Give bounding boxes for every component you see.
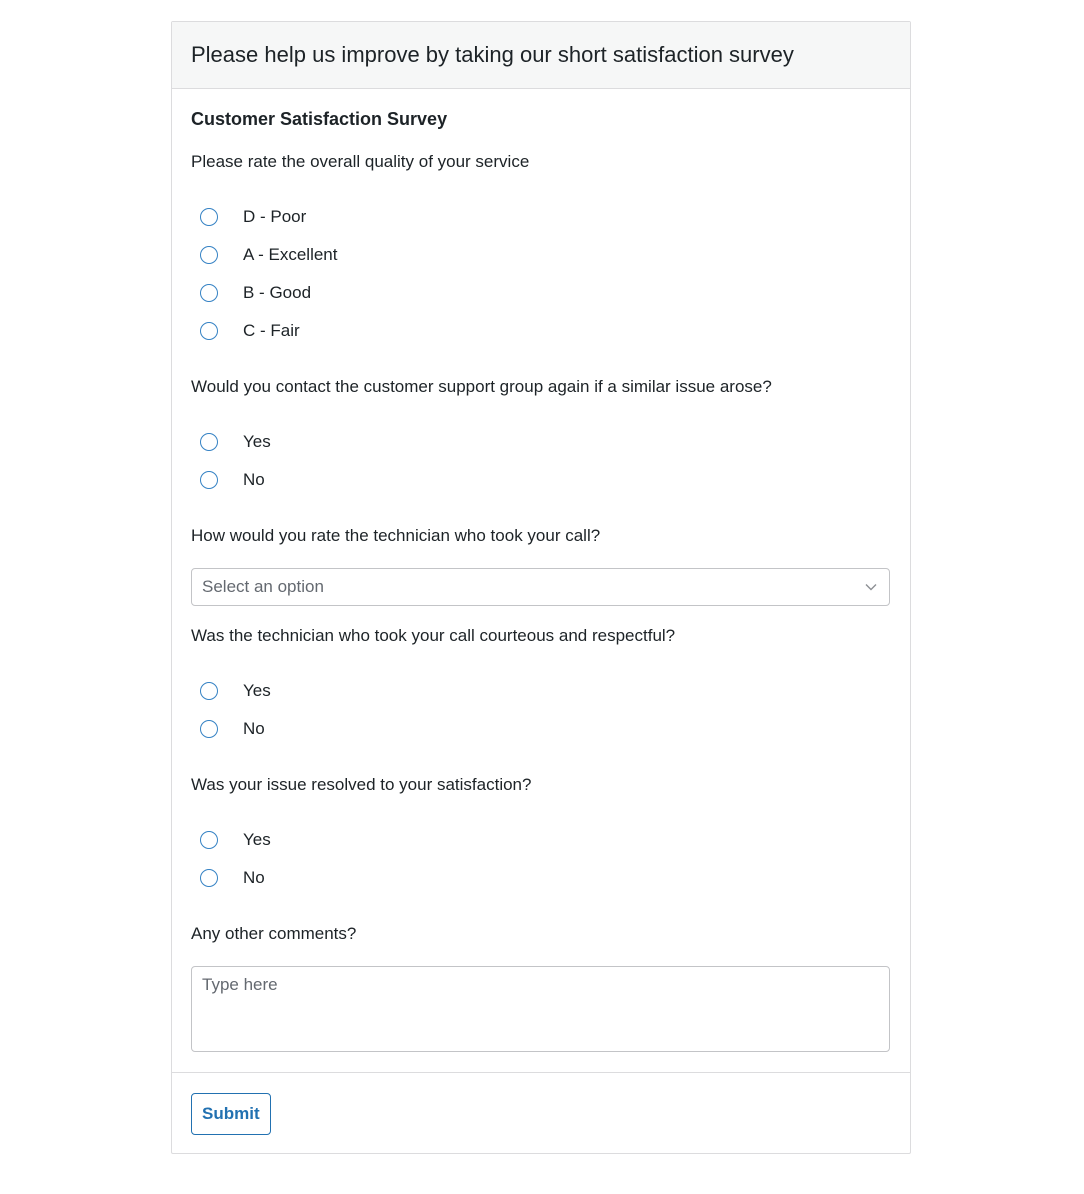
radio-button[interactable] (200, 831, 218, 849)
question-courteous: Was the technician who took your call courteous and respectful? (191, 626, 676, 645)
option-label: No (243, 719, 265, 738)
radio-option-yes[interactable] (191, 672, 890, 710)
radio-option-no[interactable] (191, 859, 890, 897)
radio-option-fair[interactable] (191, 312, 890, 350)
survey-form (172, 89, 910, 1073)
option-label: No (243, 470, 265, 489)
radio-button[interactable] (200, 246, 218, 264)
question-quality: Please rate the overall quality of your service (191, 152, 530, 171)
card-footer (172, 1073, 910, 1155)
radio-option-yes[interactable] (191, 423, 890, 461)
question-technician-rating: How would you rate the technician who took your call? (191, 526, 601, 545)
radio-option-excellent[interactable] (191, 236, 890, 274)
radio-button[interactable] (200, 682, 218, 700)
option-label: No (243, 868, 265, 887)
radio-button[interactable] (200, 471, 218, 489)
submit-button[interactable]: Submit (191, 1093, 271, 1135)
radio-option-no[interactable] (191, 461, 890, 499)
radio-button[interactable] (200, 720, 218, 738)
textarea-placeholder: Type here (202, 975, 278, 994)
survey-title: Customer Satisfaction Survey (191, 109, 448, 129)
question-contact-again: Would you contact the customer support group again if a similar issue arose? (191, 377, 772, 396)
radio-button[interactable] (200, 208, 218, 226)
contact-again-radio-group (191, 423, 890, 499)
radio-option-good[interactable] (191, 274, 890, 312)
technician-rating-select[interactable] (191, 568, 890, 606)
radio-button[interactable] (200, 433, 218, 451)
survey-card (171, 21, 911, 1154)
card-header (172, 22, 910, 89)
question-comments: Any other comments? (191, 924, 357, 943)
radio-option-yes[interactable] (191, 821, 890, 859)
quality-radio-group (191, 198, 890, 350)
option-label: Yes (243, 681, 271, 700)
option-label: Yes (243, 432, 271, 451)
radio-option-no[interactable] (191, 710, 890, 748)
option-label: C - Fair (243, 321, 300, 340)
radio-button[interactable] (200, 322, 218, 340)
radio-button[interactable] (200, 869, 218, 887)
header-title: Please help us improve by taking our short satisfaction survey (191, 42, 794, 67)
option-label: B - Good (243, 283, 312, 302)
comments-textarea[interactable] (191, 966, 890, 1052)
option-label: A - Excellent (243, 245, 338, 264)
chevron-down-icon (865, 583, 877, 591)
radio-button[interactable] (200, 284, 218, 302)
select-placeholder: Select an option (202, 577, 324, 596)
radio-option-poor[interactable] (191, 198, 890, 236)
option-label: Yes (243, 830, 271, 849)
courteous-radio-group (191, 672, 890, 748)
resolved-radio-group (191, 821, 890, 897)
option-label: D - Poor (243, 207, 307, 226)
question-resolved: Was your issue resolved to your satisfaction? (191, 775, 532, 794)
